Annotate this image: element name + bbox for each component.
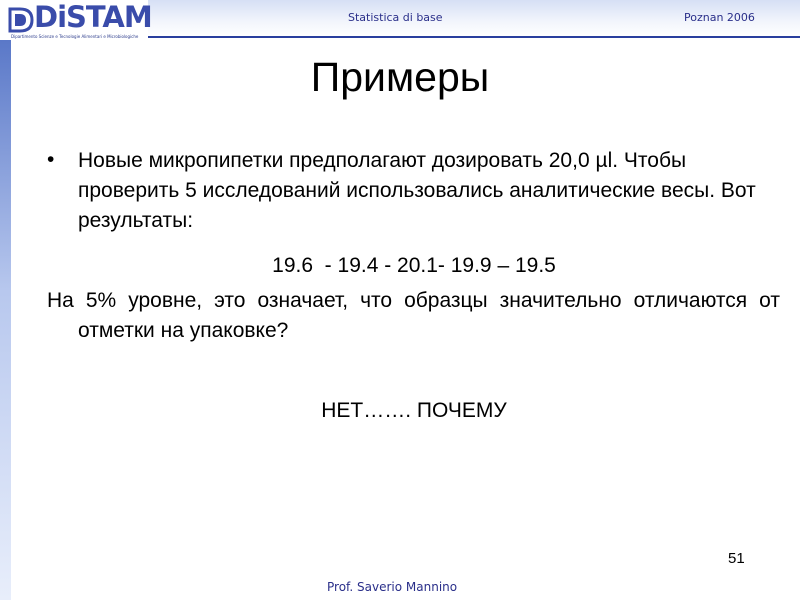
problem-statement: Новые микропипетки предполагают дозировать 20,0 µl. Чтобы проверить 5 исследований использовались аналитические весы. Вот результаты: xyxy=(78,149,756,232)
page-number: 51 xyxy=(728,550,745,567)
header-rule xyxy=(148,36,800,38)
logo-text: DiSTAM xyxy=(34,0,152,34)
event-location: Poznan 2006 xyxy=(684,11,755,24)
logo-mark-icon xyxy=(6,5,36,33)
bullet-marker: • xyxy=(47,148,55,171)
answer-text: НЕТ……. ПОЧЕМУ xyxy=(321,399,507,422)
logo-subtitle: Dipartimento Scienze e Tecnologie Alimentari e Microbiologiche xyxy=(11,34,139,39)
slide-title: Примеры xyxy=(310,54,490,100)
measurement-results: 19.6 - 19.4 - 20.1- 19.9 – 19.5 xyxy=(272,254,556,277)
distam-logo xyxy=(3,0,152,41)
footer-author: Prof. Saverio Mannino xyxy=(327,580,458,594)
side-decoration-strip xyxy=(0,40,11,600)
question-text: На 5% уровне, это означает, что образцы значительно отличаются от отметки на упаковке? xyxy=(47,289,780,342)
course-name: Statistica di base xyxy=(348,11,443,24)
